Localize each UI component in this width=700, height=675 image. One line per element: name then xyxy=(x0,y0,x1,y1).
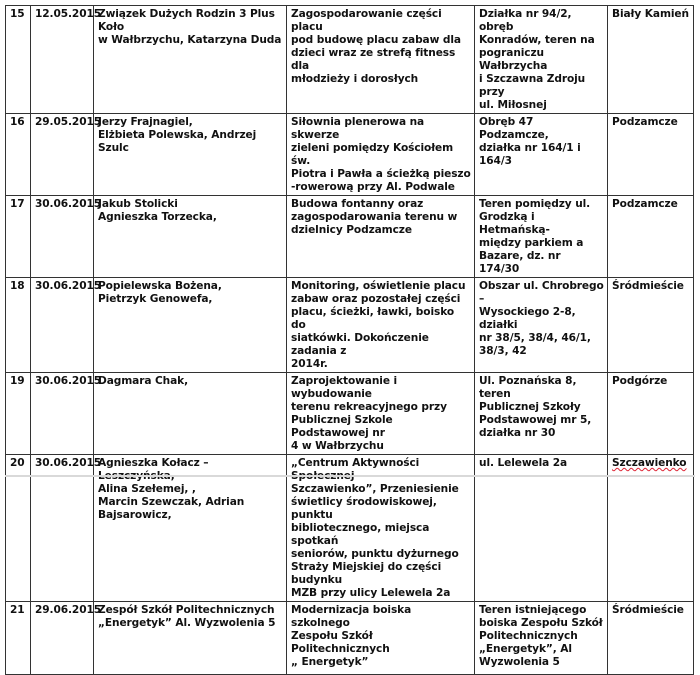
table-row xyxy=(6,373,694,455)
district-cell: Podzamcze xyxy=(608,114,694,196)
author-cell: Zespół Szkół Politechnicznych „Energetyk” Al. Wyzwolenia 5 xyxy=(94,602,287,675)
district-cell: Podgórze xyxy=(608,373,694,455)
author-cell: Agnieszka Kołacz – Alina Szełemej, , Marcin Szewczak, Adrian Bajsarowicz, xyxy=(94,455,287,602)
table-row xyxy=(6,6,694,114)
description-cell: Zagospodarowanie części placu pod budowę placu zabaw dla dzieci wraz ze strefą fitness dla młodzieży i dorosłych xyxy=(287,6,475,114)
row-number-cell: 19 xyxy=(6,373,31,455)
location-cell: Obręb 47 Podzamcze, działka nr 164/1 i 164/3 xyxy=(475,114,608,196)
row-number-cell: 18 xyxy=(6,278,31,373)
location-cell: Obszar ul. Chrobrego – Wysockiego 2-8, działki nr 38/5, 38/4, 46/1, 38/3, 42 xyxy=(475,278,608,373)
district-cell: Biały Kamień xyxy=(608,6,694,114)
location-cell: Teren istniejącego boiska Zespołu Szkół Politechnicznych „Energetyk”, Al Wyzwolenia 5 xyxy=(475,602,608,675)
date-cell: 30.06.2015 xyxy=(31,455,94,602)
description-cell: Monitoring, oświetlenie placu zabaw oraz pozostałej części placu, ścieżki, ławki, boisko do siatkówki. Dokończenie zadania z 2014r. xyxy=(287,278,475,373)
table-row xyxy=(6,602,694,675)
author-cell: Jakub Stolicki Agnieszka Torzecka, xyxy=(94,196,287,278)
table-row xyxy=(6,114,694,196)
location-cell: Ul. Poznańska 8, teren Publicznej Szkoły Podstawowej mr 5, działka nr 30 xyxy=(475,373,608,455)
author-cell: Związek Dużych Rodzin 3 Plus Koło w Wałbrzychu, Katarzyna Duda xyxy=(94,6,287,114)
date-cell: 30.06.2015 xyxy=(31,278,94,373)
row-number-cell: 16 xyxy=(6,114,31,196)
date-cell: 12.05.2015 xyxy=(31,6,94,114)
author-cell: Jerzy Frajnagiel, Elżbieta Polewska, Andrzej Szulc xyxy=(94,114,287,196)
district-cell: Podzamcze xyxy=(608,196,694,278)
location-cell: Działka nr 94/2, obręb Konradów, teren na pograniczu Wałbrzycha i Szczawna Zdroju przy ul. Miłosnej xyxy=(475,6,608,114)
location-cell: Teren pomiędzy ul. Grodzką i Hetmańską- między parkiem a Bazare, dz. nr 174/30 xyxy=(475,196,608,278)
date-cell: 29.05.2015 xyxy=(31,114,94,196)
date-cell: 29.06.2015 xyxy=(31,602,94,675)
table-row xyxy=(6,278,694,373)
page-edge-divider xyxy=(5,475,695,477)
row-number-cell: 21 xyxy=(6,602,31,675)
row-number-cell: 17 xyxy=(6,196,31,278)
date-cell: 30.06.2015 xyxy=(31,196,94,278)
description-cell: Zaprojektowanie i wybudowanie terenu rekreacyjnego przy Publicznej Szkole Podstawowej nr 4 w Wałbrzychu xyxy=(287,373,475,455)
row-number-cell: 15 xyxy=(6,6,31,114)
description-cell: Siłownia plenerowa na skwerze zieleni pomiędzy Kościołem św. Piotra i Pawła a ścieżką pieszo -rowerową przy Al. Podwale xyxy=(287,114,475,196)
description-cell: Modernizacja boiska szkolnego Zespołu Szkół Politechnicznych „ Energetyk” xyxy=(287,602,475,675)
location-cell: ul. Lelewela 2a xyxy=(475,455,608,602)
district-cell: Szczawienko xyxy=(608,455,694,602)
district-cell: Śródmieście xyxy=(608,278,694,373)
table-row xyxy=(6,196,694,278)
date-cell: 30.06.2015 xyxy=(31,373,94,455)
description-cell: „Centrum Aktywności Szczawienko”, Przeniesienie świetlicy środowiskowej, punktu bibliotecznego, miejsca spotkań seniorów, punktu dyżurnego Straży Miejskiej do części budynku MZB przy ulicy Lelewela 2a xyxy=(287,455,475,602)
projects-table xyxy=(5,5,694,675)
description-cell: Budowa fontanny oraz zagospodarowania terenu w dzielnicy Podzamcze xyxy=(287,196,475,278)
author-cell: Popielewska Bożena, Pietrzyk Genowefa, xyxy=(94,278,287,373)
row-number-cell: 20 xyxy=(6,455,31,602)
author-cell: Dagmara Chak, xyxy=(94,373,287,455)
district-cell: Śródmieście xyxy=(608,602,694,675)
